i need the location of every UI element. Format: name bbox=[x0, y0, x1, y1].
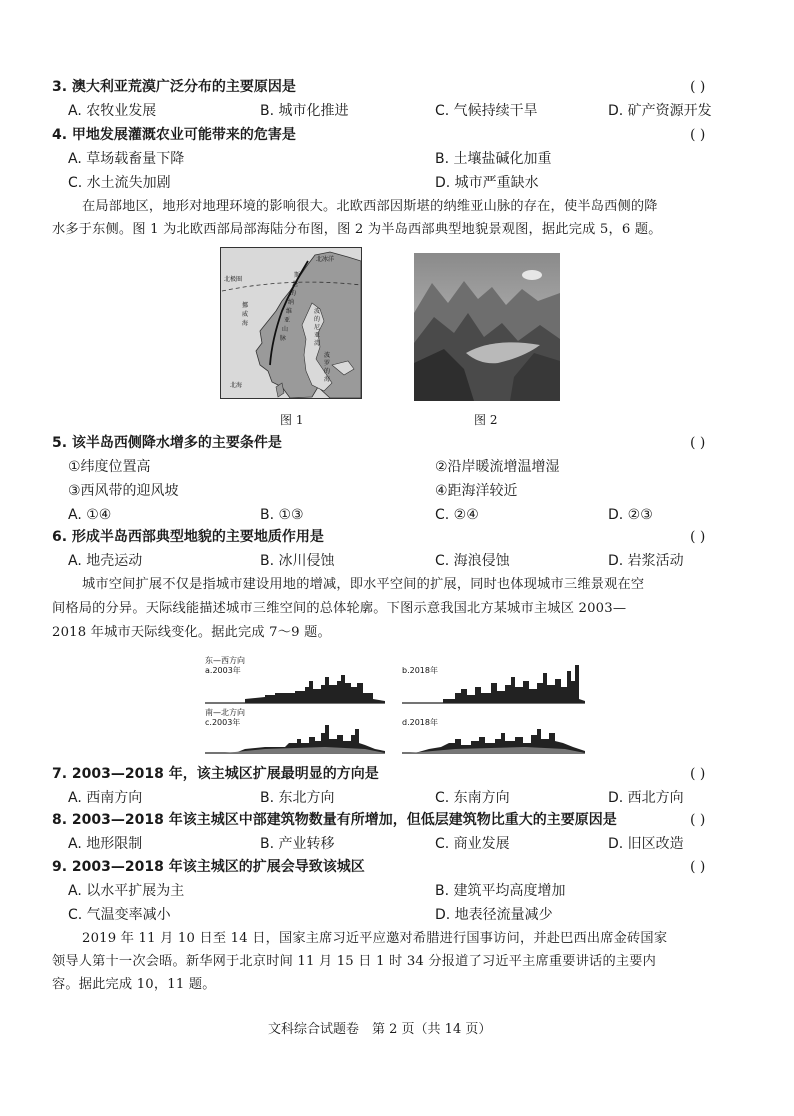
q5-item-1: ①纬度位置高 bbox=[68, 459, 151, 475]
q3-option-a: A. 农牧业发展 bbox=[68, 103, 157, 119]
figure1-map bbox=[220, 247, 362, 399]
label-norwegian-sea: 海 bbox=[242, 320, 249, 327]
figure2-caption: 图 2 bbox=[474, 413, 498, 427]
fjord-landscape-image bbox=[414, 253, 560, 401]
q5-option-c: C. ②④ bbox=[435, 507, 479, 523]
label-gulf-of-bothnia: 波 bbox=[314, 308, 321, 315]
q6-answer-bracket: ( ) bbox=[690, 529, 706, 545]
q4-answer-bracket: ( ) bbox=[690, 127, 706, 143]
q8-option-b: B. 产业转移 bbox=[260, 836, 335, 852]
q4-option-c: C. 水土流失加剧 bbox=[68, 175, 171, 191]
passage3-line3: 容。据此完成 10，11 题。 bbox=[52, 977, 216, 992]
q5-option-b: B. ①③ bbox=[260, 507, 304, 523]
skyline-d bbox=[402, 729, 585, 753]
skyline-a bbox=[205, 675, 385, 703]
q4-option-b: B. 土壤盐碱化加重 bbox=[435, 151, 552, 167]
q5-item-2: ②沿岸暖流增温增湿 bbox=[435, 459, 560, 475]
q5-answer-bracket: ( ) bbox=[690, 435, 706, 451]
label-south-north: 南—北方向 bbox=[205, 708, 245, 717]
q4-option-a: A. 草场载畜量下降 bbox=[68, 151, 185, 167]
q3-option-d: D. 矿产资源开发 bbox=[608, 103, 712, 119]
label-gulf-of-bothnia: 的 bbox=[314, 316, 321, 323]
q4-option-d: D. 城市严重缺水 bbox=[435, 175, 539, 191]
label-baltic-sea: 波 bbox=[324, 352, 331, 359]
figure1-caption: 图 1 bbox=[280, 413, 304, 427]
q7-option-b: B. 东北方向 bbox=[260, 790, 335, 806]
q9-answer-bracket: ( ) bbox=[690, 859, 706, 875]
label-d-2018: d.2018年 bbox=[402, 718, 438, 727]
label-gulf-of-bothnia: 湾 bbox=[314, 340, 321, 347]
label-gulf-of-bothnia: 亚 bbox=[314, 332, 321, 339]
q3-stem: 3. 澳大利亚荒漠广泛分布的主要原因是 bbox=[52, 79, 296, 95]
passage1-line1: 在局部地区，地形对地理环境的影响很大。北欧西部因斯堪的纳维亚山脉的存在，使半岛西侧的降 bbox=[82, 199, 658, 214]
q8-answer-bracket: ( ) bbox=[690, 812, 706, 828]
northern-europe-map bbox=[220, 247, 362, 399]
label-a-2003: a.2003年 bbox=[205, 666, 241, 675]
q5-stem: 5. 该半岛西侧降水增多的主要条件是 bbox=[52, 435, 282, 451]
passage2-line3: 2018 年城市天际线变化。据此完成 7～9 题。 bbox=[52, 625, 331, 640]
label-scandinavian-mountains: 亚 bbox=[284, 317, 291, 324]
label-gulf-of-bothnia: 尼 bbox=[314, 324, 321, 331]
passage3-line1: 2019 年 11 月 10 日至 14 日，国家主席习近平应邀对希腊进行国事访问，并赴巴西出席金砖国家 bbox=[82, 931, 668, 946]
q6-option-a: A. 地壳运动 bbox=[68, 553, 143, 569]
q5-item-4: ④距海洋较近 bbox=[435, 483, 518, 499]
label-scandinavian-mountains: 斯 bbox=[294, 272, 301, 279]
label-scandinavian-mountains: 纳 bbox=[288, 299, 295, 306]
passage3-line2: 领导人第十一次会晤。新华网于北京时间 11 月 15 日 1 时 34 分报道了习近平主席重要讲话的主要内 bbox=[52, 954, 656, 969]
q9-stem: 9. 2003—2018 年该主城区的扩展会导致该城区 bbox=[52, 859, 365, 875]
label-north-arctic: 北冰洋 bbox=[316, 256, 335, 263]
q9-option-d: D. 地表径流量减少 bbox=[435, 907, 553, 923]
figure2-photo bbox=[414, 253, 560, 401]
q8-stem: 8. 2003—2018 年该主城区中部建筑物数量有所增加，但低层建筑物比重大的主要原因是 bbox=[52, 812, 617, 828]
q7-option-d: D. 西北方向 bbox=[608, 790, 684, 806]
skyline-chart bbox=[205, 655, 590, 757]
q8-option-c: C. 商业发展 bbox=[435, 836, 510, 852]
q3-option-c: C. 气候持续干旱 bbox=[435, 103, 538, 119]
q3-answer-bracket: ( ) bbox=[690, 79, 706, 95]
label-b-2018: b.2018年 bbox=[402, 666, 438, 675]
passage2-line2: 间格局的分异。天际线能描述城市三维空间的总体轮廓。下图示意我国北方某城市主城区 2003— bbox=[52, 601, 627, 616]
passage1-line2: 水多于东侧。图 1 为北欧西部局部海陆分布图，图 2 为半岛西部典型地貌景观图，据此完成 5，6 题。 bbox=[52, 222, 662, 237]
q3-option-b: B. 城市化推进 bbox=[260, 103, 349, 119]
q6-option-d: D. 岩浆活动 bbox=[608, 553, 684, 569]
label-scandinavian-mountains: 维 bbox=[286, 308, 293, 315]
q8-option-a: A. 地形限制 bbox=[68, 836, 143, 852]
label-east-west: 东—西方向 bbox=[205, 656, 245, 665]
label-norwegian-sea: 威 bbox=[242, 311, 249, 318]
label-scandinavian-mountains: 堪 bbox=[292, 281, 299, 288]
q8-option-d: D. 旧区改造 bbox=[608, 836, 684, 852]
label-scandinavian-mountains: 的 bbox=[290, 290, 297, 297]
passage2-line1: 城市空间扩展不仅是指城市建设用地的增减，即水平空间的扩展，同时也体现城市三维景观在空 bbox=[82, 577, 645, 592]
q5-option-a: A. ①④ bbox=[68, 507, 112, 523]
q9-option-a: A. 以水平扩展为主 bbox=[68, 883, 185, 899]
label-baltic-sea: 海 bbox=[324, 376, 331, 383]
label-norwegian-sea: 挪 bbox=[242, 302, 249, 309]
q5-item-3: ③西风带的迎风坡 bbox=[68, 483, 179, 499]
q7-answer-bracket: ( ) bbox=[690, 766, 706, 782]
q9-option-c: C. 气温变率减小 bbox=[68, 907, 171, 923]
q9-option-b: B. 建筑平均高度增加 bbox=[435, 883, 566, 899]
q6-stem: 6. 形成半岛西部典型地貌的主要地质作用是 bbox=[52, 529, 324, 545]
label-baltic-sea: 罗 bbox=[324, 360, 331, 367]
q4-stem: 4. 甲地发展灌溉农业可能带来的危害是 bbox=[52, 127, 296, 143]
label-scandinavian-mountains: 脉 bbox=[280, 335, 287, 342]
label-north-sea: 北海 bbox=[230, 382, 243, 389]
q7-option-a: A. 西南方向 bbox=[68, 790, 143, 806]
q5-option-d: D. ②③ bbox=[608, 507, 653, 523]
q6-option-b: B. 冰川侵蚀 bbox=[260, 553, 335, 569]
skyline-c bbox=[205, 725, 385, 753]
label-scandinavian-mountains: 山 bbox=[282, 326, 289, 333]
q7-option-c: C. 东南方向 bbox=[435, 790, 510, 806]
q6-option-c: C. 海浪侵蚀 bbox=[435, 553, 510, 569]
label-baltic-sea: 的 bbox=[324, 368, 331, 375]
skyline-figure bbox=[205, 655, 590, 757]
label-arctic-circle: 北极圈 bbox=[224, 276, 243, 283]
page-footer: 文科综合试题卷 第 2 页（共 14 页） bbox=[268, 1022, 492, 1037]
label-c-2003: c.2003年 bbox=[205, 718, 241, 727]
q7-stem: 7. 2003—2018 年，该主城区扩展最明显的方向是 bbox=[52, 766, 379, 782]
